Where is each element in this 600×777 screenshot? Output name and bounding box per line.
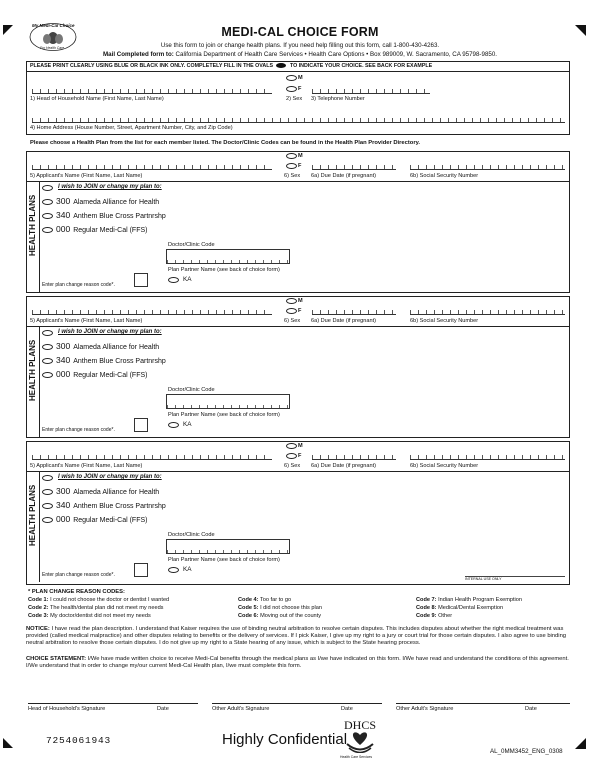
applicant-1-due-date-label: 6a) Due Date (if pregnant): [311, 173, 376, 179]
applicant-1-health-plans-rule: [39, 182, 40, 292]
applicant-2-name-field[interactable]: [32, 309, 272, 315]
reason-code-number: Code 3:: [28, 613, 49, 619]
applicant-2-due-date-label: 6a) Due Date (if pregnant): [311, 318, 376, 324]
confidential-label: Highly Confidential: [222, 731, 348, 748]
header-mail-line: [0, 51, 600, 58]
applicant-1-due-date-field[interactable]: [312, 164, 396, 170]
applicant-3-due-date-field[interactable]: [312, 454, 396, 460]
applicant-2-doctor-code-field[interactable]: [166, 394, 290, 409]
applicant-3-reason-label: Enter plan change reason code*.: [42, 572, 115, 578]
household-sex-m-oval[interactable]: [286, 75, 297, 81]
plan-name: Alameda Alliance for Health: [73, 199, 160, 206]
notice-text: I have read the plan description. I understand that Kaiser requires the use of binding neutral arbitration to resolve certain disputes. This includes disputes about whether the right medical treatment was provided (called medical malpractice) and other disputes relating to benefits or the delivery of services. If I pick Kaiser, I give up my right to a jury or court trial for those certain disputes. I also agree to use binding neutral arbitration to resolve those certain disputes. I do not give up my right to a State hearing of any issue, which is subject to the State hearing process.: [26, 626, 567, 647]
applicant-1-ka-label: KA: [183, 276, 192, 283]
telephone-number-field[interactable]: [312, 88, 430, 94]
telephone-number-label: 3) Telephone Number: [311, 96, 365, 102]
applicant-2-due-date-field[interactable]: [312, 309, 396, 315]
reason-code-text: Too far to go: [258, 597, 292, 603]
reason-code-text: My doctor/dentist did not meet my needs: [48, 613, 151, 619]
plan-code: 300: [56, 486, 71, 496]
applicant-3-doctor-code-field[interactable]: [166, 539, 290, 554]
applicant-3-join-oval[interactable]: [42, 475, 53, 481]
logo-text: My Medi-Cal Choice: [32, 23, 75, 28]
applicant-2-divider: [26, 326, 570, 327]
reason-codes-heading: * PLAN CHANGE REASON CODES:: [28, 589, 125, 595]
plan-code: 340: [56, 210, 71, 220]
reason-code-number: Code 7:: [416, 597, 437, 603]
applicant-2-partner-label: Plan Partner Name (see back of choice form): [168, 412, 280, 418]
applicant-3-doctor-code-label: Doctor/Clinic Code: [168, 532, 215, 538]
reason-code-col3-0: [416, 597, 522, 603]
applicant-1-reason-label: Enter plan change reason code*.: [42, 282, 115, 288]
applicant-3-plan-1: [42, 500, 166, 510]
applicant-3-health-plans-rule: [39, 472, 40, 582]
applicant-1-sex-m-label: M: [298, 153, 303, 159]
reason-code-text: Medical/Dental Exemption: [436, 605, 504, 611]
applicant-1-sex-f-oval[interactable]: [286, 163, 297, 169]
household-sex-f-oval[interactable]: [286, 86, 297, 92]
plan-code: 340: [56, 355, 71, 365]
plan-name: Regular Medi-Cal (FFS): [73, 372, 148, 379]
applicant-1-doctor-code-field[interactable]: [166, 249, 290, 264]
choice-text: I/We have made written choice to receive Medi-Cal benefits through the medical plans as I/we have indicated on this form. I/We have read and understand the conditions of this agreement. I/We understand that in order to change my/our current Medi-Cal Health plan, I/we must complete this form.: [26, 656, 569, 670]
applicant-2-reason-label: Enter plan change reason code*.: [42, 427, 115, 433]
reason-code-number: Code 1:: [28, 597, 49, 603]
applicant-1-partner-label: Plan Partner Name (see back of choice form): [168, 267, 280, 273]
applicant-1-join-label: I wish to JOIN or change my plan to:: [58, 184, 162, 190]
choice-statement-paragraph: [26, 656, 571, 670]
plan-code: 300: [56, 196, 71, 206]
applicant-2-health-plans-rule: [39, 327, 40, 437]
dhcs-logo-text: DHCS: [344, 718, 377, 732]
applicant-3-divider: [26, 471, 570, 472]
barcode-number: 7254061943: [46, 735, 112, 746]
notice-paragraph: [26, 626, 571, 648]
applicant-1-ssn-label: 6b) Social Security Number: [410, 173, 479, 179]
household-sex-f-label: F: [298, 86, 302, 92]
household-sex-m-label: M: [298, 75, 303, 81]
applicant-2-plan-0: [42, 341, 159, 351]
date-label-1: Date: [157, 706, 169, 712]
reason-code-text: Indian Health Program Exemption: [436, 597, 523, 603]
head-signature-label: Head of Household's Signature: [28, 706, 106, 712]
applicant-3-partner-label: Plan Partner Name (see back of choice form): [168, 557, 280, 563]
applicant-2-reason-code-box[interactable]: [134, 418, 148, 432]
reason-code-number: Code 5:: [238, 605, 259, 611]
applicant-1-sex-f-label: F: [298, 163, 302, 169]
applicant-2-sex-m-label: M: [298, 298, 303, 304]
applicant-1-name-field[interactable]: [32, 164, 272, 170]
reason-code-text: I did not choose this plan: [258, 605, 322, 611]
instruction-right: TO INDICATE YOUR CHOICE. SEE BACK FOR EXAMPLE: [289, 63, 433, 69]
applicant-3-health-plans-label: HEALTH PLANS: [28, 484, 37, 546]
plan-code: 300: [56, 341, 71, 351]
reason-code-text: The health/dental plan did not meet my needs: [48, 605, 164, 611]
plan-code: 000: [56, 224, 71, 234]
applicant-3-sex-f-label: F: [298, 453, 302, 459]
reason-code-col3-1: [416, 605, 503, 611]
home-address-field[interactable]: [32, 117, 565, 123]
applicant-2-join-label: I wish to JOIN or change my plan to:: [58, 329, 162, 335]
corner-mark-bottom-left: [3, 738, 13, 748]
applicant-2-ssn-field[interactable]: [410, 309, 565, 315]
reason-code-number: Code 4:: [238, 597, 259, 603]
other-adult-2-signature-line[interactable]: [396, 703, 570, 704]
reason-code-number: Code 8:: [416, 605, 437, 611]
applicant-3-name-field[interactable]: [32, 454, 272, 460]
date-label-3: Date: [525, 706, 537, 712]
applicant-2-name-label: 5) Applicant's Name (First Name, Last Name): [30, 318, 143, 324]
applicant-1-plan-2: [42, 224, 147, 234]
plan-code: 000: [56, 369, 71, 379]
other-adult-2-signature-label: Other Adult's Signature: [396, 706, 454, 712]
plan-name: Anthem Blue Cross Partnrshp: [73, 358, 166, 365]
applicant-3-plan-0: [42, 486, 159, 496]
head-of-household-name-field[interactable]: [32, 88, 272, 94]
notice-label: NOTICE:: [26, 626, 50, 632]
applicant-1-doctor-code-label: Doctor/Clinic Code: [168, 242, 215, 248]
applicant-2-doctor-code-label: Doctor/Clinic Code: [168, 387, 215, 393]
reason-code-col1-0: [28, 597, 169, 603]
reason-code-text: Moving out of the county: [258, 613, 322, 619]
applicant-1-sex-m-oval[interactable]: [286, 153, 297, 159]
applicant-1-name-label: 5) Applicant's Name (First Name, Last Name): [30, 173, 143, 179]
reason-code-col3-2: [416, 613, 452, 619]
applicant-2-sex-m-oval[interactable]: [286, 298, 297, 304]
applicant-2-ka-oval[interactable]: [168, 422, 179, 428]
date-label-2: Date: [341, 706, 353, 712]
applicant-2-health-plans-label: HEALTH PLANS: [28, 339, 37, 401]
dhcs-logo: [340, 718, 386, 764]
header-help-line: Use this form to join or change health plans. If you need help filling out this form, call 1-800-430-4263.: [160, 42, 440, 49]
head-signature-line[interactable]: [28, 703, 198, 704]
form-title: MEDI-CAL CHOICE FORM: [221, 25, 379, 39]
applicant-3-ka-oval[interactable]: [168, 567, 179, 573]
applicant-3-due-date-label: 6a) Due Date (if pregnant): [311, 463, 376, 469]
applicant-3-ka-label: KA: [183, 566, 192, 573]
plan-name: Anthem Blue Cross Partnrshp: [73, 503, 166, 510]
reason-code-number: Code 6:: [238, 613, 259, 619]
reason-code-col2-2: [238, 613, 321, 619]
plan-instruction: Please choose a Health Plan from the list for each member listed. The Doctor/Clinic Codes can be found in the Health Plan Provider Directory.: [30, 140, 420, 146]
plan-name: Alameda Alliance for Health: [73, 489, 160, 496]
applicant-1-plan-0: [42, 196, 159, 206]
applicant-1-divider: [26, 181, 570, 182]
applicant-3-sex-f-oval[interactable]: [286, 453, 297, 459]
applicant-2-sex-f-label: F: [298, 308, 302, 314]
household-sex-label: 2) Sex: [286, 96, 303, 102]
applicant-3-ssn-label: 6b) Social Security Number: [410, 463, 479, 469]
filled-oval-example: [276, 63, 286, 68]
applicant-2-plan-1: [42, 355, 166, 365]
mail-address: California Department of Health Care Services • Health Care Options • Box 989009, W. Sacramento, CA 95798-9850.: [173, 51, 497, 58]
dhcs-hands-emblem: [345, 731, 375, 753]
reason-code-col2-1: [238, 605, 322, 611]
internal-use-label: INTERNAL USE ONLY: [465, 577, 502, 581]
instruction-left: PLEASE PRINT CLEARLY USING BLUE OR BLACK INK ONLY. COMPLETELY FILL IN THE OVALS: [30, 63, 273, 69]
applicant-2-plan-2: [42, 369, 147, 379]
applicant-1-sex-label: 6) Sex: [284, 173, 301, 179]
applicant-3-name-label: 5) Applicant's Name (First Name, Last Name): [30, 463, 143, 469]
applicant-3-sex-m-oval[interactable]: [286, 443, 297, 449]
applicant-1-health-plans-label: HEALTH PLANS: [28, 194, 37, 256]
other-adult-1-signature-label: Other Adult's Signature: [212, 706, 270, 712]
plan-name: Regular Medi-Cal (FFS): [73, 517, 148, 524]
reason-code-number: Code 9:: [416, 613, 437, 619]
head-of-household-name-label: 1) Head of Household Name (First Name, Last Name): [30, 96, 164, 102]
plan-code: 340: [56, 500, 71, 510]
reason-code-text: I could not choose the doctor or dentist I wanted: [48, 597, 170, 603]
reason-code-col1-2: [28, 613, 151, 619]
corner-mark-bottom-right: [575, 738, 586, 749]
logo-subtext: For Health Care: [40, 46, 65, 50]
other-adult-1-signature-line[interactable]: [212, 703, 382, 704]
applicant-1-ka-oval[interactable]: [168, 277, 179, 283]
divider-line: [26, 71, 570, 72]
internal-use-line: [465, 576, 565, 577]
reason-code-text: Other: [436, 613, 453, 619]
form-id: AL_0MM3452_ENG_0308: [490, 748, 563, 755]
dhcs-subtext: Health Care Services: [340, 755, 373, 759]
plan-name: Alameda Alliance for Health: [73, 344, 160, 351]
plan-name: Anthem Blue Cross Partnrshp: [73, 213, 166, 220]
applicant-2-sex-label: 6) Sex: [284, 318, 301, 324]
applicant-1-ssn-field[interactable]: [410, 164, 565, 170]
print-instructions: [30, 63, 432, 69]
applicant-2-ka-label: KA: [183, 421, 192, 428]
applicant-3-plan-2: [42, 514, 147, 524]
reason-code-col2-0: [238, 597, 291, 603]
applicant-2-join-oval[interactable]: [42, 330, 53, 336]
applicant-3-ssn-field[interactable]: [410, 454, 565, 460]
applicant-1-join-oval[interactable]: [42, 185, 53, 191]
applicant-2-sex-f-oval[interactable]: [286, 308, 297, 314]
applicant-3-reason-code-box[interactable]: [134, 563, 148, 577]
applicant-3-sex-label: 6) Sex: [284, 463, 301, 469]
plan-code: 000: [56, 514, 71, 524]
applicant-1-reason-code-box[interactable]: [134, 273, 148, 287]
plan-name: Regular Medi-Cal (FFS): [73, 227, 148, 234]
choice-label: CHOICE STATEMENT:: [26, 656, 87, 662]
reason-code-col1-1: [28, 605, 163, 611]
applicant-3-join-label: I wish to JOIN or change my plan to:: [58, 474, 162, 480]
applicant-3-sex-m-label: M: [298, 443, 303, 449]
applicant-2-ssn-label: 6b) Social Security Number: [410, 318, 479, 324]
home-address-label: 4) Home Address (House Number, Street, Apartment Number, City, and Zip Code): [30, 125, 233, 131]
applicant-1-plan-1: [42, 210, 166, 220]
mail-label: Mail Completed form to:: [103, 51, 174, 58]
reason-code-number: Code 2:: [28, 605, 49, 611]
